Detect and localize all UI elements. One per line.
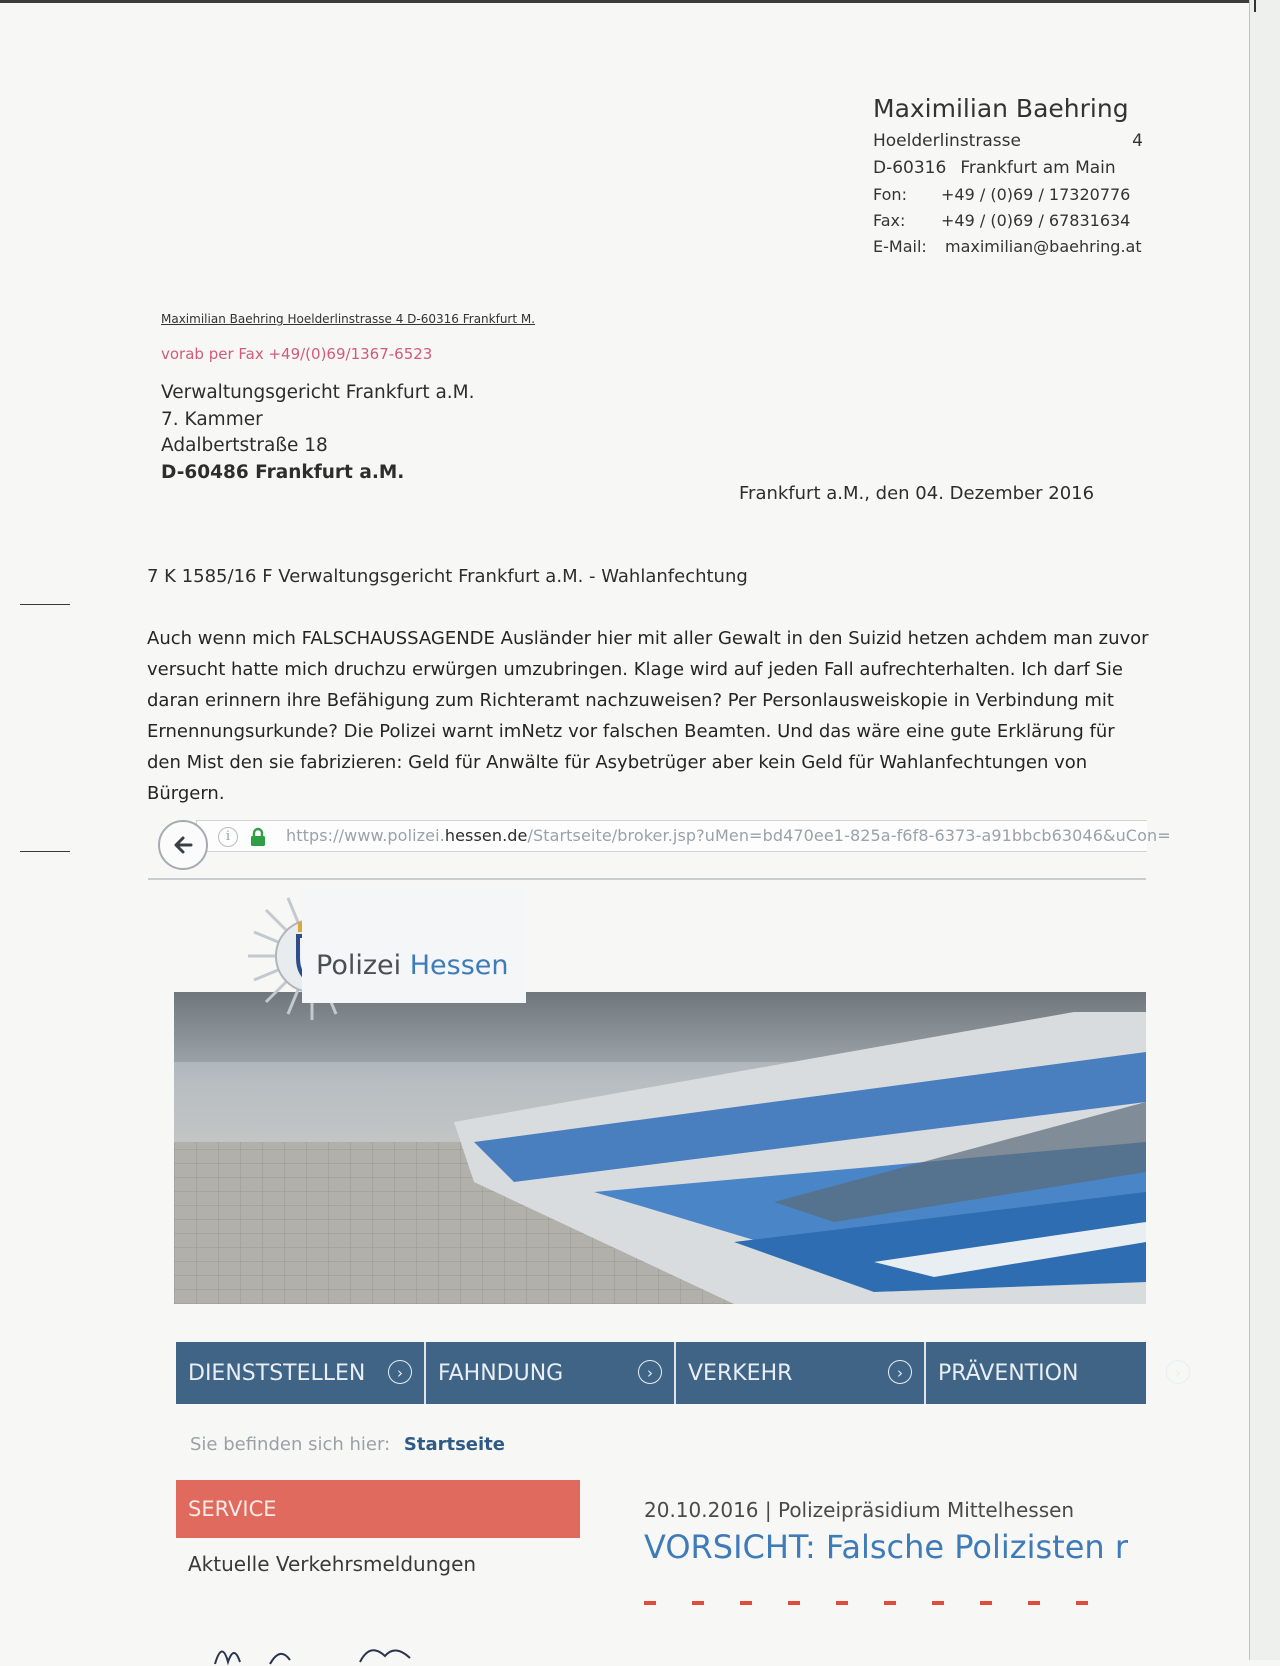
- main-nav: [176, 1342, 1181, 1404]
- chevron-right-icon: ›: [1166, 1360, 1190, 1384]
- scan-top-edge: [0, 0, 1255, 3]
- fax-number: +49 / (0)69 / 67831634: [941, 211, 1131, 230]
- nav-label: VERKEHR: [688, 1360, 793, 1386]
- fax-note: vorab per Fax +49/(0)69/1367-6523: [161, 345, 433, 363]
- verkehrsmeldungen-link[interactable]: Aktuelle Verkehrsmeldungen: [188, 1552, 477, 1576]
- nav-label: DIENSTSTELLEN: [188, 1360, 366, 1386]
- nav-item-dienststellen[interactable]: [176, 1342, 426, 1404]
- handwritten-signature: [210, 1636, 430, 1666]
- recipient-street: Adalbertstraße 18: [161, 435, 328, 456]
- url-text: [286, 826, 1171, 845]
- email-address: maximilian@baehring.at: [945, 237, 1142, 256]
- sender-block: [873, 92, 1143, 260]
- news-date: 20.10.2016 | Polizeipräsidium Mittelhessen: [644, 1498, 1075, 1522]
- sender-postal-code: D-60316: [873, 158, 947, 178]
- logo-area: [238, 888, 530, 1188]
- browser-address-bar: [148, 812, 1171, 880]
- nav-label: PRÄVENTION: [938, 1360, 1079, 1386]
- chevron-right-icon: ›: [388, 1360, 412, 1384]
- url-prefix: https://www.polizei.: [286, 826, 445, 845]
- news-subtitle-cut: [644, 1590, 1146, 1600]
- sender-street-row: [873, 128, 1143, 155]
- fax-label: Fax:: [873, 211, 906, 230]
- nav-item-fahndung[interactable]: [426, 1342, 676, 1404]
- news-title[interactable]: VORSICHT: Falsche Polizisten r: [644, 1528, 1128, 1566]
- lock-icon: [248, 827, 268, 847]
- phone-label: Fon:: [873, 185, 907, 204]
- breadcrumb: [190, 1434, 505, 1455]
- sender-phone-row: [873, 182, 1143, 208]
- fold-mark: [20, 604, 70, 605]
- website-screenshot: [148, 812, 1181, 1612]
- punch-mark: [20, 851, 70, 852]
- letter-body: Auch wenn mich FALSCHAUSSAGENDE Ausländer hier mit aller Gewalt in den Suizid hetzen achdem man zuvor versucht hatte mich druchzu erwürgen umzubringen. Klage wird auf jeden Fall aufrechterhalten. Ich darf Sie daran erinnern ihre Befähigung zum Richteramt nachzuweisen? Per Personlausweiskopie in Verbindung mit Ernennungsurkunde? Die Polizei warnt imNetz vor falschen Beamten. Und das wäre eine gute Erklärung für den Mist den sie fabrizieren: Geld für Anwälte für Asybetrüger aber kein Geld für Wahlanfechtungen von Bürgern.: [147, 628, 1149, 804]
- breadcrumb-label: Sie befinden sich hier:: [190, 1434, 391, 1455]
- sender-email-row: [873, 234, 1143, 260]
- sender-house-number: 4: [1132, 131, 1143, 151]
- nav-item-verkehr[interactable]: [676, 1342, 926, 1404]
- date-line: Frankfurt a.M., den 04. Dezember 2016: [739, 483, 1095, 504]
- chevron-right-icon: ›: [638, 1360, 662, 1384]
- service-heading[interactable]: SERVICE: [176, 1480, 580, 1538]
- breadcrumb-current[interactable]: Startseite: [403, 1434, 505, 1455]
- sender-name: Maximilian Baehring: [873, 94, 1129, 123]
- recipient-court: Verwaltungsgericht Frankfurt a.M.: [161, 382, 475, 403]
- phone-number: +49 / (0)69 / 17320776: [941, 185, 1131, 204]
- site-logo-text: [316, 950, 509, 981]
- back-arrow-icon: [171, 833, 195, 857]
- recipient-city: D-60486 Frankfurt a.M.: [161, 461, 405, 483]
- scan-right-edge: [1249, 0, 1280, 1660]
- back-button[interactable]: [158, 820, 208, 870]
- logo-card[interactable]: [302, 888, 526, 1003]
- chevron-right-icon: ›: [888, 1360, 912, 1384]
- return-address-line: Maximilian Baehring Hoelderlinstrasse 4 D-60316 Frankfurt M.: [161, 312, 536, 326]
- logo-word-hessen: Hessen: [409, 950, 509, 981]
- nav-label: FAHNDUNG: [438, 1360, 564, 1386]
- recipient-address: [161, 380, 475, 486]
- logo-word-polizei: Polizei: [316, 950, 402, 981]
- url-path: /Startseite/broker.jsp?uMen=bd470ee1-825a-f6f8-6373-a91bbcb63046&uCon=: [527, 826, 1171, 845]
- info-icon[interactable]: i: [218, 827, 238, 847]
- sender-city-row: [873, 155, 1143, 182]
- sender-street: Hoelderlinstrasse: [873, 131, 1021, 151]
- recipient-chamber: 7. Kammer: [161, 408, 263, 430]
- nav-item-praevention[interactable]: [926, 1342, 1181, 1404]
- sender-fax-row: [873, 208, 1143, 234]
- url-host: hessen.de: [444, 826, 528, 845]
- email-label: E-Mail:: [873, 237, 927, 256]
- subject-line: 7 K 1585/16 F Verwaltungsgericht Frankfurt a.M. - Wahlanfechtung: [147, 566, 748, 587]
- sender-city: Frankfurt am Main: [960, 158, 1116, 178]
